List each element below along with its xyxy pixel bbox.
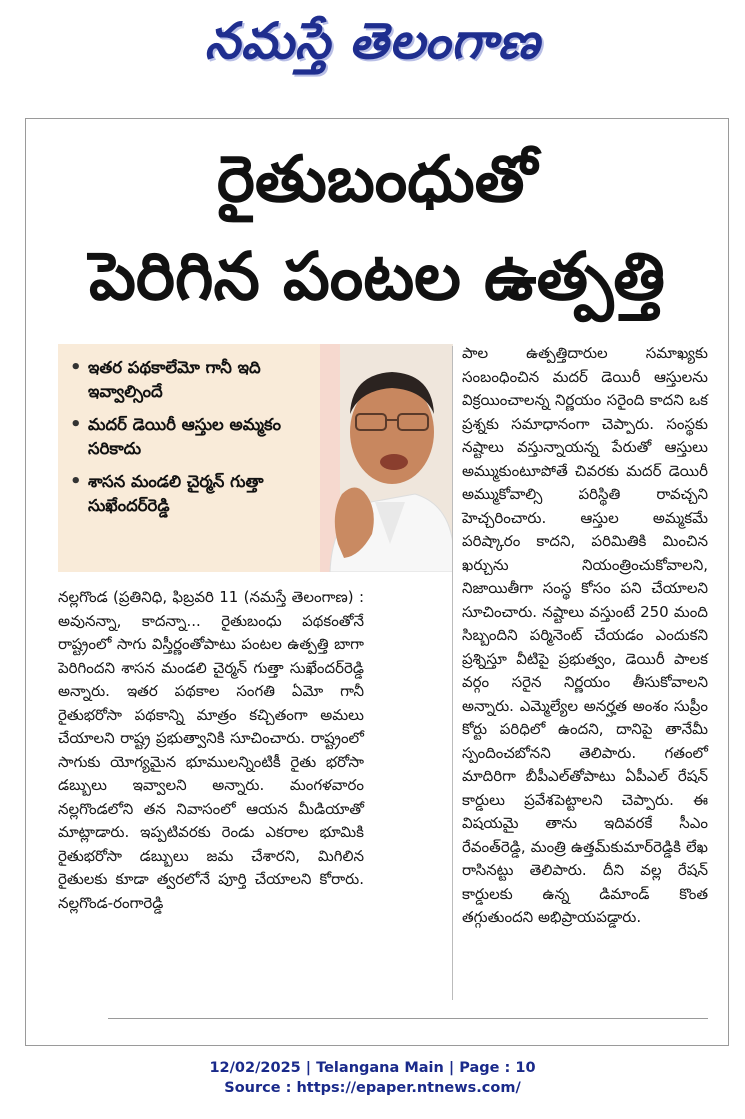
article-right-column xyxy=(462,342,708,930)
footer-source: Source : https://epaper.ntnews.com/ xyxy=(224,1080,521,1096)
headline-line-1: రైతుబంధుతో xyxy=(216,143,538,217)
highlight-item: • ఇతర పథకాలేమో గానీ ఇది ఇవ్వాల్సిందే xyxy=(70,357,261,401)
headline-line-2: పెరిగిన పంటల ఉత్పత్తి xyxy=(88,238,665,315)
person-photo-icon xyxy=(320,344,453,572)
article-paragraph: పాల ఉత్పత్తిదారుల సమాఖ్యకు సంబంధించిన మదర్ డెయిరీ ఆస్తులను విక్రయించాలన్న నిర్ణయం సరైంది కాదని ఒక ప్రశ్నకు సమాధానంగా చెప్పారు. సంస్థకు నష్టాలు వస్తున్నాయన్న పేరుతో ఆస్తులు అమ్ముకుంటూపోతే చివరకు మదర్ డెయిరీ అమ్ముకోవాల్సి పరిస్థితి రావచ్చని హెచ్చరించారు. ఆస్తుల అమ్మకమే పరిష్కారం కాదని, పరిమితికి మించిన ఖర్చును నియంత్రించుకోవాలని, నిజాయితీగా సంస్థ కోసం పని చేయాలని సూచించారు. నష్టాలు వస్తుంటే 250 మంది సిబ్బందిని పర్మినెంట్ చేయడం ఎందుకని ప్రశ్నిస్తూ వీటిపై ప్రభుత్వం, డెయిరీ పాలక వర్గం సరైన నిర్ణయం తీసుకోవాలని అన్నారు. ఎమ్మెల్యేల అనర్హత అంశం సుప్రీం కోర్టు పరిధిలో ఉందని, దానిపై తానేమీ స్పందించబోనని తెలిపారు. గతంలో మాదిరిగా బీపీఎల్‌తోపాటు ఏపీఎల్ రేషన్ కార్డులు ప్రవేశపెట్టాలని చెప్పారు. ఈ విషయమై తాను ఇదివరకే సీఎం రేవంత్‌రెడ్డి, మంత్రి ఉత్తమ్‌కుమార్‌రెడ్డికి లేఖ రాసినట్టు తెలిపారు. దీని వల్ల రేషన్ కార్డులకు ఉన్న డిమాండ్ కొంత తగ్గుతుందని అభిప్రాయపడ్డారు. xyxy=(462,344,708,926)
bullet-icon: • xyxy=(70,471,82,492)
article-paragraph: నల్లగొండ (ప్రతినిధి, ఫిబ్రవరి 11 (నమస్తే తెలంగాణ) : అవునన్నా, కాదన్నా... రైతుబంధు పథకంతోనే రాష్ట్రంలో సాగు విస్తీర్ణంతోపాటు పంటల ఉత్పత్తి బాగా పెరిగిందని శాసన మండలి చైర్మన్ గుత్తా సుఖేందర్‌రెడ్డి అన్నారు. ఇతర పథకాల సంగతి ఏమో గానీ రైతుభరోసా పథకాన్ని మాత్రం కచ్చితంగా అమలు చేయాలని రాష్ట్ర ప్రభుత్వానికి సూచించారు. రాష్ట్రంలో సాగుకు యోగ్యమైన భూములన్నింటికీ రైతు భరోసా డబ్బులు ఇవ్వాలని అన్నారు. మంగళవారం నల్లగొండలోని తన నివాసంలో ఆయన మీడియాతో మాట్లాడారు. ఇప్పటివరకు రెండు ఎకరాల భూమికి రైతుభరోసా డబ్బులు జమ చేశారని, మిగిలిన రైతులకు కూడా త్వరలోనే పూర్తి చేయాలని కోరారు. నల్లగొండ-రంగారెడ్డి xyxy=(58,588,364,912)
newspaper-logo: నమస్తే తెలంగాణ xyxy=(204,11,541,70)
highlight-box xyxy=(58,344,453,572)
bottom-rule xyxy=(108,1018,708,1019)
masthead xyxy=(0,0,745,90)
footer-date-page: 12/02/2025 | Telangana Main | Page : 10 xyxy=(209,1060,536,1076)
highlight-list xyxy=(58,344,313,518)
column-divider xyxy=(452,346,453,1000)
article-left-column xyxy=(58,586,364,915)
highlight-item: • మదర్ డెయిరీ ఆస్తుల అమ్మకం సరికాదు xyxy=(70,414,282,458)
bullet-icon: • xyxy=(70,414,82,435)
highlight-item: • శాసన మండలి చైర్మన్ గుత్తా సుఖేందర్‌రెడ్డి xyxy=(70,471,264,515)
bullet-icon: • xyxy=(70,357,82,378)
